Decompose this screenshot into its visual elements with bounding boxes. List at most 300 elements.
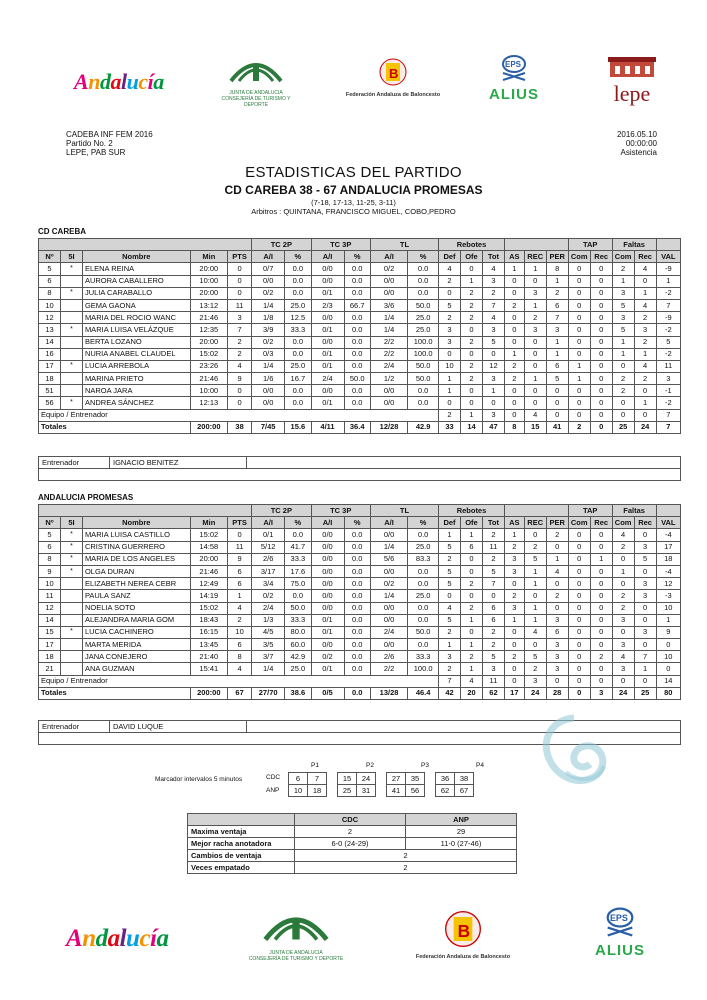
column-header: Min (190, 517, 227, 529)
stat-cell: 0 (568, 385, 590, 397)
player-row (39, 553, 681, 565)
stat-cell: 4 (461, 675, 483, 687)
stat-cell: 0/0 (370, 385, 407, 397)
stat-cell: 3/9 (252, 324, 285, 336)
stat-cell: 1/4 (252, 663, 285, 675)
stat-cell: 5 (612, 299, 634, 311)
stat-cell: 1 (590, 553, 612, 565)
stat-cell: 0.0 (285, 385, 311, 397)
header-group: TC 2P (252, 239, 311, 251)
stat-cell: 2/4 (370, 626, 407, 638)
junta-department: CONSEJERÍA DE TURISMO Y DEPORTE (221, 96, 291, 108)
coach-empty (39, 469, 681, 481)
stat-cell: 0.0 (344, 614, 370, 626)
stat-cell: 0/7 (252, 263, 285, 275)
coach-table (38, 456, 681, 481)
stat-cell: 0/0 (370, 565, 407, 577)
stat-cell: 0 (568, 614, 590, 626)
stat-cell: 62 (482, 687, 504, 699)
stat-cell: 0/0 (370, 275, 407, 287)
stat-cell: 0 (461, 385, 483, 397)
team-row-label: Equipo / Entrenador (39, 409, 439, 421)
stat-cell: 0/0 (311, 639, 344, 651)
stat-cell: 42 (439, 687, 461, 699)
stat-cell: 0/0 (370, 614, 407, 626)
stat-cell: * (60, 626, 82, 638)
stat-cell: 2 (439, 409, 461, 421)
stat-cell: 0 (461, 397, 483, 409)
federacion-logo-bottom (408, 909, 518, 960)
stat-cell: 7 (439, 675, 461, 687)
stat-cell: 0/2 (252, 590, 285, 602)
stat-cell: 0 (568, 565, 590, 577)
stat-cell: 25.0 (408, 312, 439, 324)
stat-cell: 0 (568, 348, 590, 360)
stat-cell: 2 (546, 590, 568, 602)
summary-corner (188, 814, 295, 826)
stat-cell: 0 (568, 324, 590, 336)
stat-cell: 0/0 (370, 639, 407, 651)
stat-cell: 27/70 (252, 687, 285, 699)
stat-cell: 38.6 (285, 687, 311, 699)
quarters-score: 15 (338, 773, 357, 785)
junta-department: CONSEJERÍA DE TURISMO Y DEPORTE (248, 956, 344, 962)
team-row (39, 675, 681, 687)
stat-cell: 100.0 (408, 336, 439, 348)
stat-cell: 2 (634, 336, 656, 348)
stat-cell: * (60, 263, 82, 275)
stat-cell: 0.0 (285, 336, 311, 348)
player-name: ELENA REINA (82, 263, 190, 275)
stat-cell: 1 (634, 397, 656, 409)
stat-cell: 0.0 (344, 287, 370, 299)
stat-cell: 0.0 (344, 626, 370, 638)
column-header: 5I (60, 251, 82, 263)
svg-text:B: B (457, 921, 471, 941)
stat-cell: 0 (634, 275, 656, 287)
stat-cell: 0/0 (252, 275, 285, 287)
quarters-score: 56 (406, 785, 425, 797)
stat-cell: 20:00 (190, 336, 227, 348)
stat-cell: 6 (546, 360, 568, 372)
stat-cell: 8 (228, 651, 252, 663)
junta-andalucia-logo (218, 55, 294, 108)
stat-cell: 12.5 (285, 312, 311, 324)
summary-row (188, 838, 517, 850)
stat-cell: 8 (39, 553, 61, 565)
stat-cell: 5 (439, 565, 461, 577)
stat-cell: 50.0 (285, 602, 311, 614)
player-name: ALEJANDRA MARIA GOM (82, 614, 190, 626)
stat-cell: -2 (656, 324, 680, 336)
stat-cell: 0 (612, 553, 634, 565)
stat-cell: 0/2 (370, 263, 407, 275)
federacion-logo (345, 57, 441, 98)
stat-cell: 2 (461, 336, 483, 348)
svg-text:EPS: EPS (609, 912, 628, 923)
stat-cell: 0/1 (252, 529, 285, 541)
quarters-label: Marcador intervalos 5 minutos (155, 776, 243, 783)
stat-cell: 25 (612, 421, 634, 433)
summary-row (188, 826, 517, 838)
federacion-name: Federación Andaluza de Baloncesto (345, 92, 441, 98)
player-row (39, 336, 681, 348)
coach-label: Entrenador (39, 457, 110, 469)
stat-cell: 1 (524, 299, 546, 311)
stat-cell: 0 (634, 385, 656, 397)
stat-cell: 4 (228, 602, 252, 614)
stat-cell: 80 (656, 687, 680, 699)
stat-cell: 4 (524, 626, 546, 638)
stat-cell: 0/0 (370, 287, 407, 299)
player-name: ELIZABETH NEREA CEBR (82, 578, 190, 590)
stat-cell: 6 (546, 299, 568, 311)
stat-cell: * (60, 529, 82, 541)
column-header: 5I (60, 517, 82, 529)
stat-cell: 2 (634, 373, 656, 385)
stat-cell: 0 (461, 626, 483, 638)
stat-cell: 14 (39, 336, 61, 348)
stat-cell: 0 (568, 312, 590, 324)
summary-value: 11-0 (27-46) (406, 838, 517, 850)
stat-cell: 51 (39, 385, 61, 397)
stat-cell: 0 (439, 397, 461, 409)
stat-cell: 12 (656, 578, 680, 590)
stat-cell: 0 (612, 409, 634, 421)
stat-cell (60, 373, 82, 385)
stat-cell: 2 (439, 553, 461, 565)
stat-cell: 4 (634, 299, 656, 311)
stat-cell: 0 (612, 397, 634, 409)
stat-cell: 1 (612, 565, 634, 577)
stat-cell: 0 (590, 299, 612, 311)
quarters-gap (425, 773, 436, 785)
column-header: % (408, 251, 439, 263)
stat-cell: 4 (482, 312, 504, 324)
stat-cell: 0/0 (311, 336, 344, 348)
stat-cell: 50.0 (408, 626, 439, 638)
stat-cell: 0.0 (408, 287, 439, 299)
stat-cell: 0 (590, 529, 612, 541)
stat-cell: 0.0 (408, 639, 439, 651)
coach-blank-row (39, 469, 681, 481)
stat-cell: 4/5 (252, 626, 285, 638)
column-header: Com (612, 517, 634, 529)
stat-cell: 10:00 (190, 385, 227, 397)
match-date: 2016.05.10 (616, 130, 657, 139)
period-label-p4: P4 (476, 762, 484, 769)
summary-row (188, 850, 517, 862)
stat-cell: 5 (634, 553, 656, 565)
competition-name: CADEBA INF FEM 2016 (66, 130, 153, 139)
junta-name: JUNTA DE ANDALUCIA (229, 90, 283, 96)
stat-cell: 0 (439, 590, 461, 602)
player-name: CRISTINA GUERRERO (82, 541, 190, 553)
stat-cell: 0.0 (344, 397, 370, 409)
stat-cell: 0 (590, 263, 612, 275)
alius-logo (488, 55, 540, 103)
stat-cell: 1 (461, 614, 483, 626)
stat-cell: 0 (590, 626, 612, 638)
stat-cell: 3 (634, 541, 656, 553)
column-header: Rec (634, 517, 656, 529)
stat-cell: 0 (568, 263, 590, 275)
stat-cell: 0 (590, 639, 612, 651)
stat-cell: 0 (546, 578, 568, 590)
stat-cell: 1 (568, 360, 590, 372)
stat-cell: 5 (482, 336, 504, 348)
column-header-row (39, 517, 681, 529)
stat-cell: 33.3 (285, 614, 311, 626)
column-header: Nº (39, 517, 61, 529)
stat-cell: 10 (228, 626, 252, 638)
stat-cell: 0 (590, 421, 612, 433)
stat-cell: 1 (524, 614, 546, 626)
stat-cell: 10:00 (190, 275, 227, 287)
quarters-row (289, 773, 474, 785)
stat-cell: 0 (504, 639, 524, 651)
bottom-logo-strip (0, 905, 707, 975)
stat-cell: 2 (612, 263, 634, 275)
stat-cell: 1 (504, 263, 524, 275)
stat-cell: * (60, 360, 82, 372)
stat-cell: 0 (568, 397, 590, 409)
stat-cell: 56 (39, 397, 61, 409)
stat-cell: 7 (546, 312, 568, 324)
stat-cell: 1 (504, 529, 524, 541)
stat-cell: 14:19 (190, 590, 227, 602)
stat-cell: 2 (461, 360, 483, 372)
eps-emblem-icon (497, 55, 531, 81)
alius-logo-bottom (592, 907, 648, 959)
stat-cell: 80.0 (285, 626, 311, 638)
stat-cell: 24 (524, 687, 546, 699)
stat-cell: 8 (39, 287, 61, 299)
column-header: Rec (590, 251, 612, 263)
stat-cell: 0/1 (311, 324, 344, 336)
stat-cell: 0 (568, 275, 590, 287)
coach-row (39, 457, 681, 469)
stat-cell (60, 651, 82, 663)
stat-cell: 2/4 (311, 373, 344, 385)
stat-cell: 36.4 (344, 421, 370, 433)
column-header: Com (568, 517, 590, 529)
stat-cell: 0 (568, 578, 590, 590)
stat-cell: 0 (504, 312, 524, 324)
player-name: MARIA DEL ROCIO WANC (82, 312, 190, 324)
stat-cell: 5/12 (252, 541, 285, 553)
totals-row (39, 421, 681, 433)
andalucia-logo: Andalucía (74, 69, 164, 94)
stat-cell: 2 (228, 614, 252, 626)
stat-cell: 3 (612, 639, 634, 651)
summary-label: Mejor racha anotadora (188, 838, 295, 850)
stat-cell: 28 (546, 687, 568, 699)
stat-cell: 1 (634, 287, 656, 299)
stat-cell (60, 578, 82, 590)
stat-cell: 0.0 (285, 397, 311, 409)
stat-cell: 0 (461, 590, 483, 602)
stat-cell: 9 (228, 373, 252, 385)
stat-cell: 42.9 (285, 651, 311, 663)
stat-cell: 0 (568, 663, 590, 675)
stat-cell: 7 (656, 299, 680, 311)
player-row (39, 373, 681, 385)
stat-cell: 50.0 (408, 360, 439, 372)
stat-cell: 21 (39, 663, 61, 675)
column-header: VAL (656, 517, 680, 529)
stat-cell: 0.0 (344, 639, 370, 651)
stat-cell: 3 (656, 373, 680, 385)
stat-cell: 0 (461, 553, 483, 565)
stat-cell: 0/0 (252, 397, 285, 409)
stat-cell: 0 (482, 590, 504, 602)
stat-cell: 25.0 (285, 360, 311, 372)
referees: Arbitros : QUINTANA, FRANCISCO MIGUEL, COBO,PEDRO (251, 207, 456, 216)
totals-label: Totales (39, 687, 191, 699)
watermark-swirl-icon (540, 714, 608, 790)
stat-cell: 15:41 (190, 663, 227, 675)
stat-cell: 50.0 (408, 373, 439, 385)
stat-cell: * (60, 541, 82, 553)
stat-cell: 0 (568, 602, 590, 614)
stat-cell: 7 (228, 324, 252, 336)
column-header: A/I (311, 251, 344, 263)
stat-cell: 0/1 (311, 360, 344, 372)
stat-cell (60, 336, 82, 348)
player-name: PAULA SANZ (82, 590, 190, 602)
stat-cell: 0/3 (252, 348, 285, 360)
stat-cell: 1 (439, 385, 461, 397)
stat-cell: 3 (612, 663, 634, 675)
player-name: JANA CONEJERO (82, 651, 190, 663)
player-name: MARIA DE LOS ANGELES (82, 553, 190, 565)
stat-cell: 0/1 (311, 626, 344, 638)
stat-cell: 9 (39, 565, 61, 577)
quarters-gap (327, 773, 338, 785)
stat-cell: 0 (228, 529, 252, 541)
stat-cell: 0 (504, 409, 524, 421)
stat-cell: 0/0 (311, 565, 344, 577)
stat-cell: 18 (656, 553, 680, 565)
stat-cell: 0 (634, 565, 656, 577)
stat-cell: 0/0 (370, 602, 407, 614)
stat-cell: 1 (656, 614, 680, 626)
stat-cell: 0.0 (285, 529, 311, 541)
stat-cell: 0.0 (344, 590, 370, 602)
stat-cell: 10 (439, 360, 461, 372)
stat-cell (60, 602, 82, 614)
stat-cell: 5 (39, 529, 61, 541)
quarters-team-cdc: CDC (266, 774, 281, 781)
stat-cell: 0/5 (311, 687, 344, 699)
stat-cell: 0 (504, 324, 524, 336)
stat-cell: 2 (504, 651, 524, 663)
stat-cell: 1/4 (370, 324, 407, 336)
stat-cell: 2 (461, 651, 483, 663)
stat-cell: 4 (439, 602, 461, 614)
stat-cell: 0 (590, 590, 612, 602)
stat-cell: 0.0 (285, 263, 311, 275)
player-row (39, 360, 681, 372)
quarters-gap (327, 785, 338, 797)
stat-cell: 15 (524, 421, 546, 433)
stat-cell: 11 (656, 360, 680, 372)
column-header: PTS (228, 517, 252, 529)
stat-cell: 66.7 (344, 299, 370, 311)
stat-cell: 7 (634, 651, 656, 663)
stat-cell: 0 (568, 639, 590, 651)
stat-cell: 0 (590, 565, 612, 577)
stat-cell: 5 (482, 651, 504, 663)
stat-cell: 0/1 (311, 663, 344, 675)
stat-cell: 3 (546, 651, 568, 663)
stat-cell: 7 (656, 409, 680, 421)
stat-cell: 1 (504, 614, 524, 626)
stat-cell: 4 (634, 360, 656, 372)
team-row-label: Equipo / Entrenador (39, 675, 439, 687)
quarters-score: 35 (406, 773, 425, 785)
stat-cell: 46.4 (408, 687, 439, 699)
stat-cell: 0 (568, 553, 590, 565)
stat-cell: 0 (590, 409, 612, 421)
stat-cell: 20:00 (190, 263, 227, 275)
player-name: MARINA PRIETO (82, 373, 190, 385)
junta-name: JUNTA DE ANDALUCIA (269, 950, 323, 956)
stat-cell: 0 (482, 397, 504, 409)
column-header: REC (524, 517, 546, 529)
player-row (39, 565, 681, 577)
stat-cell: 4 (228, 360, 252, 372)
stat-cell: 0.0 (285, 348, 311, 360)
stat-cell: 0.0 (344, 275, 370, 287)
stat-cell: 11 (482, 541, 504, 553)
stat-cell: 200:00 (190, 421, 227, 433)
stat-cell: 83.3 (408, 553, 439, 565)
quarters-score: 31 (357, 785, 376, 797)
header-group: Rebotes (439, 505, 505, 517)
stat-cell: 0.0 (285, 287, 311, 299)
stat-cell: 0.0 (344, 348, 370, 360)
stat-cell: 2 (482, 529, 504, 541)
stat-cell: 0.0 (408, 263, 439, 275)
match-time: 00:00:00 (625, 139, 657, 148)
stat-cell: 0/0 (311, 578, 344, 590)
stat-cell: 5/6 (370, 553, 407, 565)
stat-cell: 10 (39, 578, 61, 590)
stat-cell: 25.0 (285, 299, 311, 311)
stat-cell: 0 (228, 397, 252, 409)
stat-cell: 2 (568, 421, 590, 433)
stat-cell: 2/6 (370, 651, 407, 663)
stat-cell: 0/0 (311, 275, 344, 287)
stat-cell: 0.0 (408, 578, 439, 590)
stat-cell: 0 (590, 397, 612, 409)
stat-cell: 3 (634, 590, 656, 602)
totals-label: Totales (39, 421, 191, 433)
player-name: NAROA JARA (82, 385, 190, 397)
stat-cell: 1 (461, 639, 483, 651)
stat-cell: 42.9 (408, 421, 439, 433)
stat-cell: 100.0 (408, 663, 439, 675)
player-row (39, 263, 681, 275)
stat-cell: 1 (461, 663, 483, 675)
stat-cell: 0/0 (311, 541, 344, 553)
column-header: % (285, 517, 311, 529)
stat-cell: 0 (590, 373, 612, 385)
stat-cell: 18 (39, 651, 61, 663)
stat-cell: 4 (439, 263, 461, 275)
